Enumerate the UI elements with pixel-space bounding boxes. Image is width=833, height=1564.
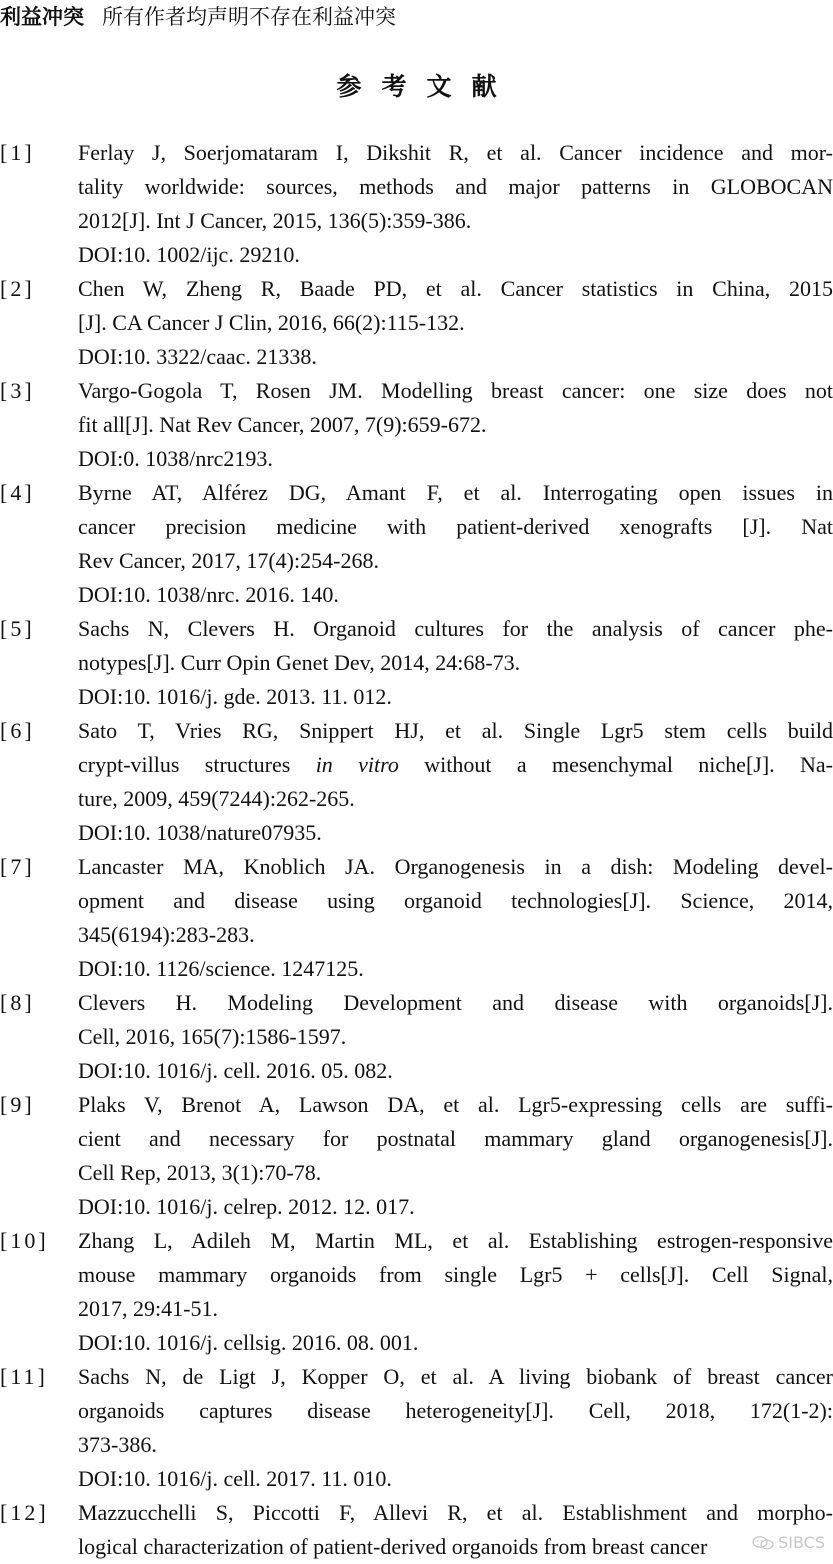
watermark-text: SIBCS bbox=[778, 1533, 825, 1552]
reference-item bbox=[0, 476, 833, 612]
reference-line: Plaks V, Brenot A, Lawson DA, et al. Lgr5-expressing cells are suffi- bbox=[78, 1092, 833, 1117]
reference-line: Zhang L, Adileh M, Martin ML, et al. Establishing estrogen-responsive bbox=[78, 1228, 833, 1253]
reference-line: crypt-villus structures in vitro without a mesenchymal niche[J]. Na- bbox=[78, 752, 833, 777]
reference-item bbox=[0, 374, 833, 476]
reference-item bbox=[0, 714, 833, 850]
reference-number: [10] bbox=[0, 1228, 49, 1253]
reference-line: 2012[J]. Int J Cancer, 2015, 136(5):359-386. bbox=[78, 208, 472, 233]
reference-number: [4] bbox=[0, 480, 35, 505]
reference-line: Sato T, Vries RG, Snippert HJ, et al. Single Lgr5 stem cells build bbox=[78, 718, 833, 743]
reference-line: Rev Cancer, 2017, 17(4):254-268. bbox=[78, 548, 379, 573]
reference-number: [6] bbox=[0, 718, 35, 743]
reference-number: [3] bbox=[0, 378, 35, 403]
reference-line: 373-386. bbox=[78, 1432, 157, 1457]
reference-line: Byrne AT, Alférez DG, Amant F, et al. Interrogating open issues in bbox=[78, 480, 833, 505]
reference-line: tality worldwide: sources, methods and major patterns in GLOBOCAN bbox=[78, 174, 833, 199]
reference-line: Cell, 2016, 165(7):1586-1597. bbox=[78, 1024, 347, 1049]
reference-number: [1] bbox=[0, 140, 35, 165]
reference-line: notypes[J]. Curr Opin Genet Dev, 2014, 24:68-73. bbox=[78, 650, 521, 675]
reference-item bbox=[0, 272, 833, 374]
reference-doi: DOI:10. 1002/ijc. 29210. bbox=[78, 242, 300, 267]
reference-line: Clevers H. Modeling Development and disease with organoids[J]. bbox=[78, 990, 833, 1015]
reference-item bbox=[0, 612, 833, 714]
reference-doi: DOI:10. 3322/caac. 21338. bbox=[78, 344, 317, 369]
reference-number: [2] bbox=[0, 276, 35, 301]
reference-item bbox=[0, 986, 833, 1088]
conflict-label: 利益冲突 bbox=[0, 5, 84, 29]
reference-line: Cell Rep, 2013, 3(1):70-78. bbox=[78, 1160, 322, 1185]
reference-line: Vargo-Gogola T, Rosen JM. Modelling breast cancer: one size does not bbox=[78, 378, 833, 403]
reference-doi: DOI:10. 1016/j. cell. 2016. 05. 082. bbox=[78, 1058, 393, 1083]
reference-line: ture, 2009, 459(7244):262-265. bbox=[78, 786, 355, 811]
reference-line: cient and necessary for postnatal mammary gland organogenesis[J]. bbox=[78, 1126, 833, 1151]
conflict-of-interest-statement bbox=[0, 2, 396, 32]
reference-number: [8] bbox=[0, 990, 35, 1015]
reference-doi: DOI:10. 1016/j. cell. 2017. 11. 010. bbox=[78, 1466, 392, 1491]
reference-line: organoids captures disease heterogeneity[J]. Cell, 2018, 172(1-2): bbox=[78, 1398, 833, 1423]
reference-line: 2017, 29:41-51. bbox=[78, 1296, 218, 1321]
reference-line: Sachs N, de Ligt J, Kopper O, et al. A living biobank of breast cancer bbox=[78, 1364, 833, 1389]
reference-line: logical characterization of patient-derived organoids from breast cancer bbox=[78, 1534, 708, 1559]
wechat-icon bbox=[752, 1536, 774, 1550]
reference-doi: DOI:10. 1126/science. 1247125. bbox=[78, 956, 364, 981]
references-heading: 参考文献 bbox=[336, 72, 517, 101]
watermark bbox=[752, 1533, 825, 1552]
reference-number: [7] bbox=[0, 854, 35, 879]
reference-line: Lancaster MA, Knoblich JA. Organogenesis in a dish: Modeling devel- bbox=[78, 854, 833, 879]
reference-number: [11] bbox=[0, 1364, 48, 1389]
reference-item bbox=[0, 1224, 833, 1360]
reference-line: fit all[J]. Nat Rev Cancer, 2007, 7(9):659-672. bbox=[78, 412, 487, 437]
reference-line: mouse mammary organoids from single Lgr5 + cells[J]. Cell Signal, bbox=[78, 1262, 833, 1287]
reference-line: opment and disease using organoid technologies[J]. Science, 2014, bbox=[78, 888, 833, 913]
reference-number: [5] bbox=[0, 616, 35, 641]
reference-line: Sachs N, Clevers H. Organoid cultures for the analysis of cancer phe- bbox=[78, 616, 833, 641]
reference-doi: DOI:10. 1016/j. gde. 2013. 11. 012. bbox=[78, 684, 392, 709]
reference-item bbox=[0, 1360, 833, 1496]
reference-item bbox=[0, 1496, 833, 1564]
reference-item bbox=[0, 1088, 833, 1224]
reference-line: cancer precision medicine with patient-derived xenografts [J]. Nat bbox=[78, 514, 833, 539]
reference-doi: DOI:0. 1038/nrc2193. bbox=[78, 446, 273, 471]
reference-line: [J]. CA Cancer J Clin, 2016, 66(2):115-132. bbox=[78, 310, 465, 335]
reference-line: Chen W, Zheng R, Baade PD, et al. Cancer statistics in China, 2015 bbox=[78, 276, 833, 301]
reference-line: Ferlay J, Soerjomataram I, Dikshit R, et al. Cancer incidence and mor- bbox=[78, 140, 833, 165]
reference-number: [12] bbox=[0, 1500, 49, 1525]
reference-number: [9] bbox=[0, 1092, 35, 1117]
reference-doi: DOI:10. 1038/nrc. 2016. 140. bbox=[78, 582, 339, 607]
reference-doi: DOI:10. 1016/j. cellsig. 2016. 08. 001. bbox=[78, 1330, 419, 1355]
reference-list bbox=[0, 136, 833, 1564]
reference-line: 345(6194):283-283. bbox=[78, 922, 255, 947]
reference-doi: DOI:10. 1016/j. celrep. 2012. 12. 017. bbox=[78, 1194, 415, 1219]
conflict-text: 所有作者均声明不存在利益冲突 bbox=[102, 5, 396, 29]
reference-item bbox=[0, 136, 833, 272]
reference-item bbox=[0, 850, 833, 986]
reference-doi: DOI:10. 1038/nature07935. bbox=[78, 820, 322, 845]
reference-line: Mazzucchelli S, Piccotti F, Allevi R, et al. Establishment and morpho- bbox=[78, 1500, 833, 1525]
